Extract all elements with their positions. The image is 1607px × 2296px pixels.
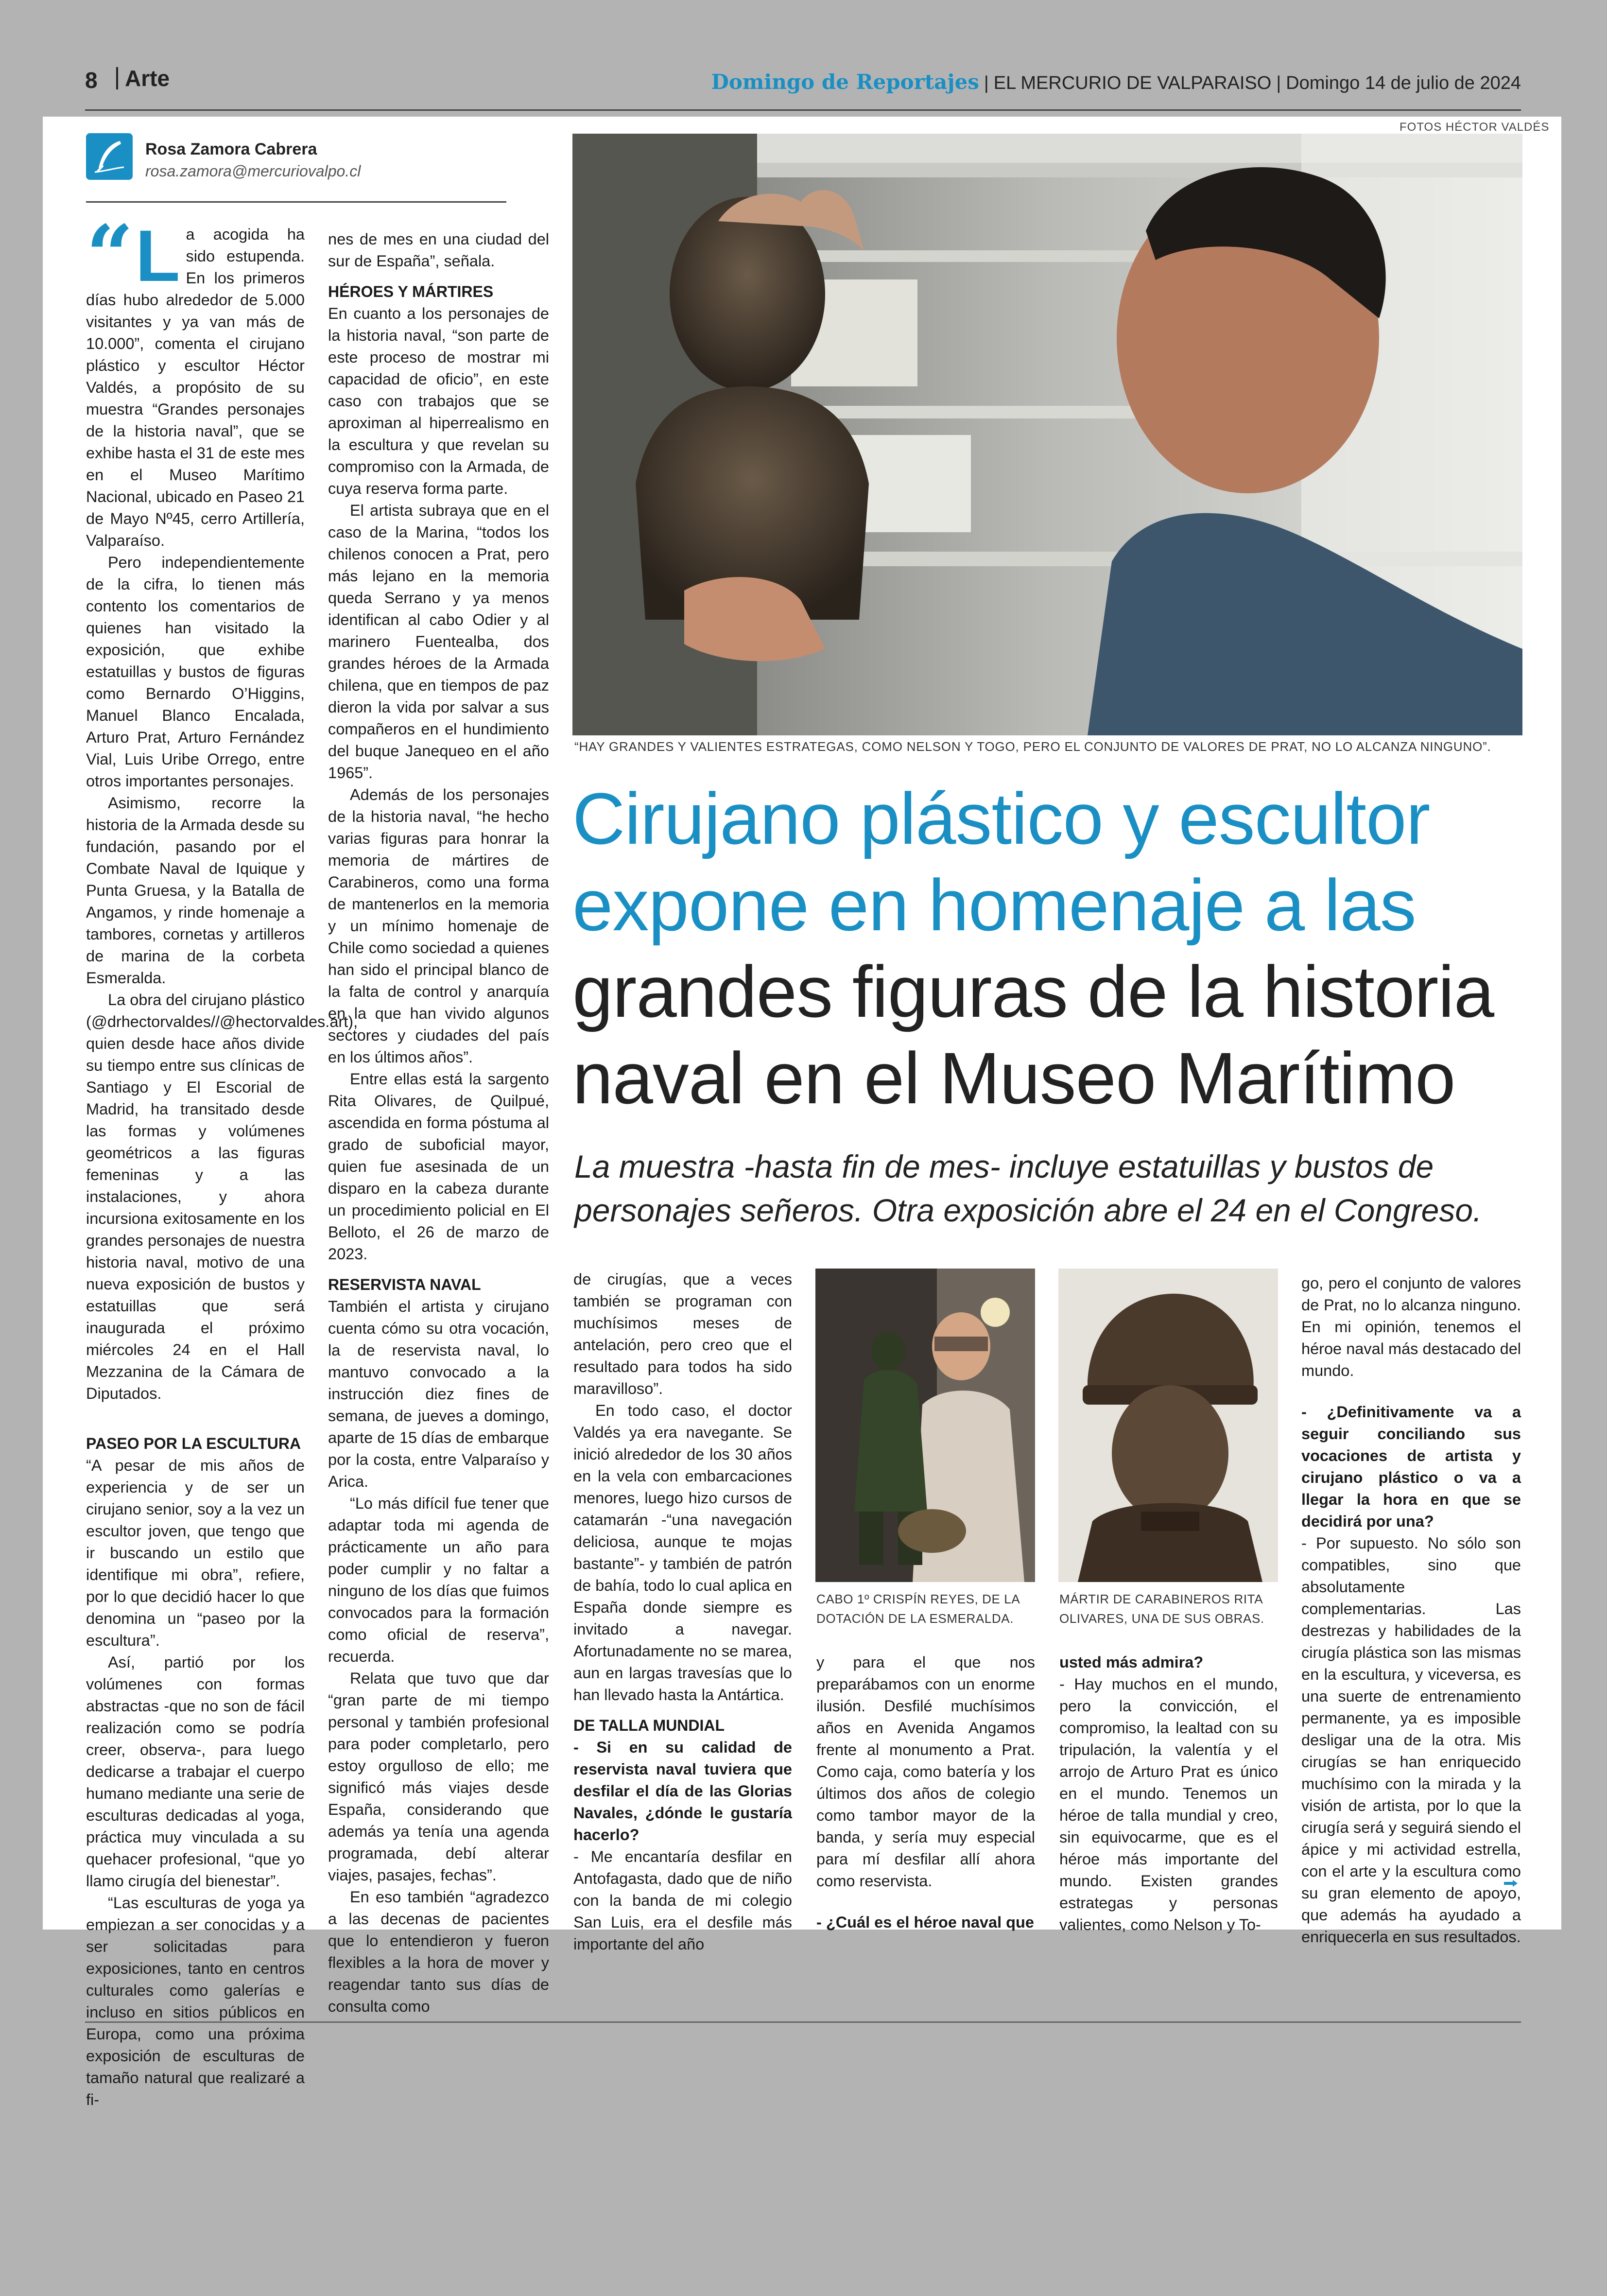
interview-answer: go, pero el conjunto de valores de Prat, no lo alcanza ninguno. En mi opinión, tenemos el héroe naval más destacado del mundo. xyxy=(1301,1274,1521,1379)
article-column-4 xyxy=(816,1652,1035,1933)
page-header xyxy=(85,67,1521,98)
paragraph: Relata que tuvo que dar “gran parte de mi tiempo personal y también profesional para poder completarlo, pero estoy orgulloso de ello; me significó más viajes desde España, considerando que además ya tenía una agenda programada, debí alterar viajes, pasajes, fechas”. xyxy=(328,1670,549,1884)
masthead: Domingo de Reportajes | EL MERCURIO DE VALPARAISO | Domingo 14 de julio de 2024 xyxy=(711,70,1521,94)
page-number: 8 xyxy=(85,68,98,93)
issue-date: Domingo 14 de julio de 2024 xyxy=(1286,73,1521,93)
section-name: Arte xyxy=(116,67,170,89)
drop-quote: “ xyxy=(86,207,134,304)
paragraph: En todo caso, el doctor Valdés ya era navegante. Se inició alrededor de los 30 años en la vela con embarcaciones menores, luego hizo cursos de catamarán -“una navegación deliciosa, aunque te mojas bastante”- y también de patrón de bahía, todo lo cual aplica en España donde siempre es invitado a navegar. Afortunadamente no se marea, aun en largas travesías que lo han llevado hasta la Antártica. xyxy=(573,1402,792,1704)
article-column-1 xyxy=(86,207,358,2111)
photo-credit: FOTOS HÉCTOR VALDÉS xyxy=(1400,121,1550,134)
interview-question: usted más admira? xyxy=(1059,1653,1204,1671)
paragraph: “A pesar de mis años de experiencia y de ser un cirujano senior, soy a la vez un escultor joven, que tengo que ir buscando un estilo que identifique mi obra”, refiere, por lo que decidió hacer lo que denomina un “paseo por la escultura”. xyxy=(86,1457,305,1649)
author-email[interactable]: rosa.zamora@mercuriovalpo.cl xyxy=(145,162,361,180)
paragraph: También el artista y cirujano cuenta cómo su otra vocación, la de reservista naval, lo mantuvo convocado a la instrucción diez fines de semana, de jueves a domingo, aparte de 15 días de embarque por la costa, entre Valparaíso y Arica. xyxy=(328,1298,549,1490)
supplement-name: Domingo de Reportajes xyxy=(711,70,979,94)
paragraph: Además de los personajes de la historia naval, “he hecho varias figuras para honrar la memoria de mártires de Carabineros, como una forma de mantenerlos en la memoria y un mínimo homenaje de Chile como sociedad a quienes han sido el principal blanco de la falta de control y anarquía en la que han vivido algunos sectores y ciudades del país en los últimos años”. xyxy=(328,786,549,1066)
subheading: DE TALLA MUNDIAL xyxy=(573,1717,725,1734)
headline xyxy=(572,775,1525,1121)
photo-crispin-reyes xyxy=(815,1269,1035,1582)
paragraph: nes de mes en una ciudad del sur de España”, señala. xyxy=(328,230,549,270)
headline-dark-part: grandes figuras de la historia naval en el Museo Marítimo xyxy=(572,951,1494,1119)
article-column-2 xyxy=(328,228,549,2018)
subheading: HÉROES Y MÁRTIRES xyxy=(328,283,494,300)
paragraph: Pero independientemente de la cifra, lo tienen más contento los comentarios de quienes han visitado la exposición, que exhibe estatuillas y bustos de figuras como Bernardo O’Higgins, Manuel Blanco Encalada, Arturo Prat, Arturo Fernández Vial, Luis Uribe Orrego, entre otros importantes personajes. xyxy=(86,554,305,790)
interview-answer: - Por supuesto. No sólo son compatibles, sino que absolutamente complementarias. Las destrezas y habilidades de la cirugía plástica son las mismas en la escultura, y viceversa, es una suerte de entrenamiento permanente, ya es imposible desligar una de la otra. Mis cirugías se han enriquecido muchísimo con la mirada y la visión de artista, por lo que la cirugía será y seguirá siendo el ápice y mi actividad estrella, con el arte y la escultura como su gran elemento de apoyo, que además ha ayudado a enriquecerla en sus resultados. xyxy=(1301,1534,1521,1946)
paragraph: En cuanto a los personajes de la historia naval, “son parte de este proceso de mostrar mi capacidad de oficio”, en este caso con trabajos que se aproximan al hiperrealismo en la escultura y que revelan su compromiso con la Armada, de cuya reserva forma parte. xyxy=(328,305,549,497)
feather-pen-icon xyxy=(86,133,133,180)
paragraph: La obra del cirujano plástico (@drhectorvaldes//@hectorvaldes.art), quien desde hace años divide su tiempo entre sus clínicas de Santiago y El Escorial de Madrid, ha transitado desde las formas y volúmenes geométricos a las figuras femeninas y a las instalaciones, y ahora incursiona exitosamente en los grandes personajes de nuestra historia naval, motivo de una nueva exposición de bustos y estatuillas que será inaugurada el próximo miércoles 24 en el Hall Mezzanina de la Cámara de Diputados. xyxy=(86,991,358,1402)
interview-answer: - Me encantaría desfilar en Antofagasta, dado que de niño con la banda de mi colegio San Luis, era el desfile más importante del año xyxy=(573,1848,792,1953)
photo-crispin-reyes-caption: CABO 1º CRISPÍN REYES, DE LA DOTACIÓN DE LA ESMERALDA. xyxy=(816,1592,1019,1626)
arrow-right-icon xyxy=(1504,1880,1518,1887)
header-rule xyxy=(85,109,1521,111)
paragraph: Entre ellas está la sargento Rita Olivares, de Quilpué, ascendida en forma póstuma al grado de suboficial mayor, quien fue asesinada de un disparo en la cabeza durante un procedimiento policial en El Belloto, el 26 de marzo de 2023. xyxy=(328,1070,549,1263)
main-photo xyxy=(572,134,1522,735)
footer-rule xyxy=(85,2021,1521,2023)
drop-cap: L xyxy=(135,215,180,296)
paragraph: El artista subraya que en el caso de la Marina, “todos los chilenos conocen a Prat, pero más lejano en la memoria queda Serrano y ya menos identifican al cabo Odier y al marinero Fuentealba, dos grandes héroes de la Armada chilena, que en tiempos de paz dieron la vida por salvar a sus compañeros en el hundimiento del buque Janequeo en el año 1965”. xyxy=(328,502,549,782)
paragraph: de cirugías, que a veces también se programan con muchísimos meses de antelación, pero creo que el resultado para todos ha sido maravilloso”. xyxy=(573,1270,792,1397)
photo-rita-olivares-caption: MÁRTIR DE CARABINEROS RITA OLIVARES, UNA DE SUS OBRAS. xyxy=(1059,1592,1264,1626)
paragraph: y para el que nos preparábamos con un enorme ilusión. Desfilé muchísimos años en Avenida Angamos frente al monumento a Prat. Como caja, como batería y los últimos dos años de colegio como tambor mayor de la banda, y sería muy especial para mí desfilar allí ahora como reservista. xyxy=(816,1653,1035,1890)
subheading: PASEO POR LA ESCULTURA xyxy=(86,1435,301,1452)
interview-question: - ¿Cuál es el héroe naval que xyxy=(816,1913,1034,1931)
paragraph: Asimismo, recorre la historia de la Armada desde su fundación, pasando por el Combate Naval de Iquique y Punta Gruesa, y la Batalla de Angamos, y rinde homenaje a tambores, cornetas y artilleros de marina de la corbeta Esmeralda. xyxy=(86,794,305,987)
interview-question: - Si en su calidad de reservista naval tuviera que desfilar el día de las Glorias Navales, ¿dónde le gustaría hacerlo? xyxy=(573,1739,792,1844)
article-column-6 xyxy=(1301,1272,1521,1948)
subheadline: La muestra -hasta fin de mes- incluye estatuillas y bustos de personajes señeros. Otra exposición abre el 24 en el Congreso. xyxy=(574,1148,1482,1228)
main-photo-caption: “HAY GRANDES Y VALIENTES ESTRATEGAS, COMO NELSON Y TOGO, PERO EL CONJUNTO DE VALORES DE PRAT, NO LO ALCANZA NINGUNO”. xyxy=(574,739,1491,754)
article-column-5 xyxy=(1059,1652,1278,1936)
author-box xyxy=(86,133,506,203)
paragraph: a acogida ha sido estupenda. En los primeros días hubo alrededor de 5.000 visitantes y ya van más de 10.000”, comenta el cirujano plástico y escultor Héctor Valdés, a propósito de su muestra “Grandes personajes de la historia naval”, que se exhibe hasta el 31 de este mes en el Museo Marítimo Nacional, ubicado en Paseo 21 de Mayo Nº45, cerro Artillería, Valparaíso. xyxy=(86,226,305,549)
paragraph: Así, partió por los volúmenes con formas abstractas -que no son de fácil realización como se podría creer, observa-, para luego dedicarse a trabajar el cuerpo humano mediante una serie de esculturas dedicadas al yoga, práctica muy vinculada a su quehacer profesional, “que yo llamo cirugía del bienestar”. xyxy=(86,1653,305,1890)
article-column-3 xyxy=(573,1269,792,1955)
headline-blue-part: Cirujano plástico y escultor expone en homenaje a las xyxy=(572,778,1430,946)
photo-rita-olivares xyxy=(1058,1269,1278,1582)
paragraph: “Lo más difícil fue tener que adaptar toda mi agenda de prácticamente un año para poder cumplir y no faltar a ninguno de los días que fuimos convocados para la formación como oficial de reserva”, recuerda. xyxy=(328,1495,549,1665)
newspaper-name: EL MERCURIO DE VALPARAISO xyxy=(993,73,1272,93)
author-name: Rosa Zamora Cabrera xyxy=(145,140,317,158)
paragraph: En eso también “agradezco a las decenas de pacientes que lo entendieron y fueron flexibles a la hora de mover y reagendar tanto sus días de consulta como xyxy=(328,1888,549,2015)
paragraph: “Las esculturas de yoga ya empiezan a ser conocidas y a ser solicitadas para exposiciones, tanto en centros culturales como galerías e incluso en sitios públicos en Europa, como una próxima exposición de esculturas de tamaño natural que realizaré a fi- xyxy=(86,1894,305,2108)
subheading: RESERVISTA NAVAL xyxy=(328,1276,481,1293)
interview-question: - ¿Definitivamente va a seguir conciliando sus vocaciones de artista y cirujano plástico o va a llegar la hora en que se decidirá por una? xyxy=(1301,1403,1521,1530)
interview-answer: - Hay muchos en el mundo, pero la convicción, el compromiso, la lealtad con su tripulación, la valentía y el arrojo de Arturo Prat es único en el mundo. Tenemos un héroe de talla mundial y creo, sin equivocarme, que es el héroe más importante del mundo. Existen grandes estrategas y personas valientes, como Nelson y To- xyxy=(1059,1675,1278,1933)
